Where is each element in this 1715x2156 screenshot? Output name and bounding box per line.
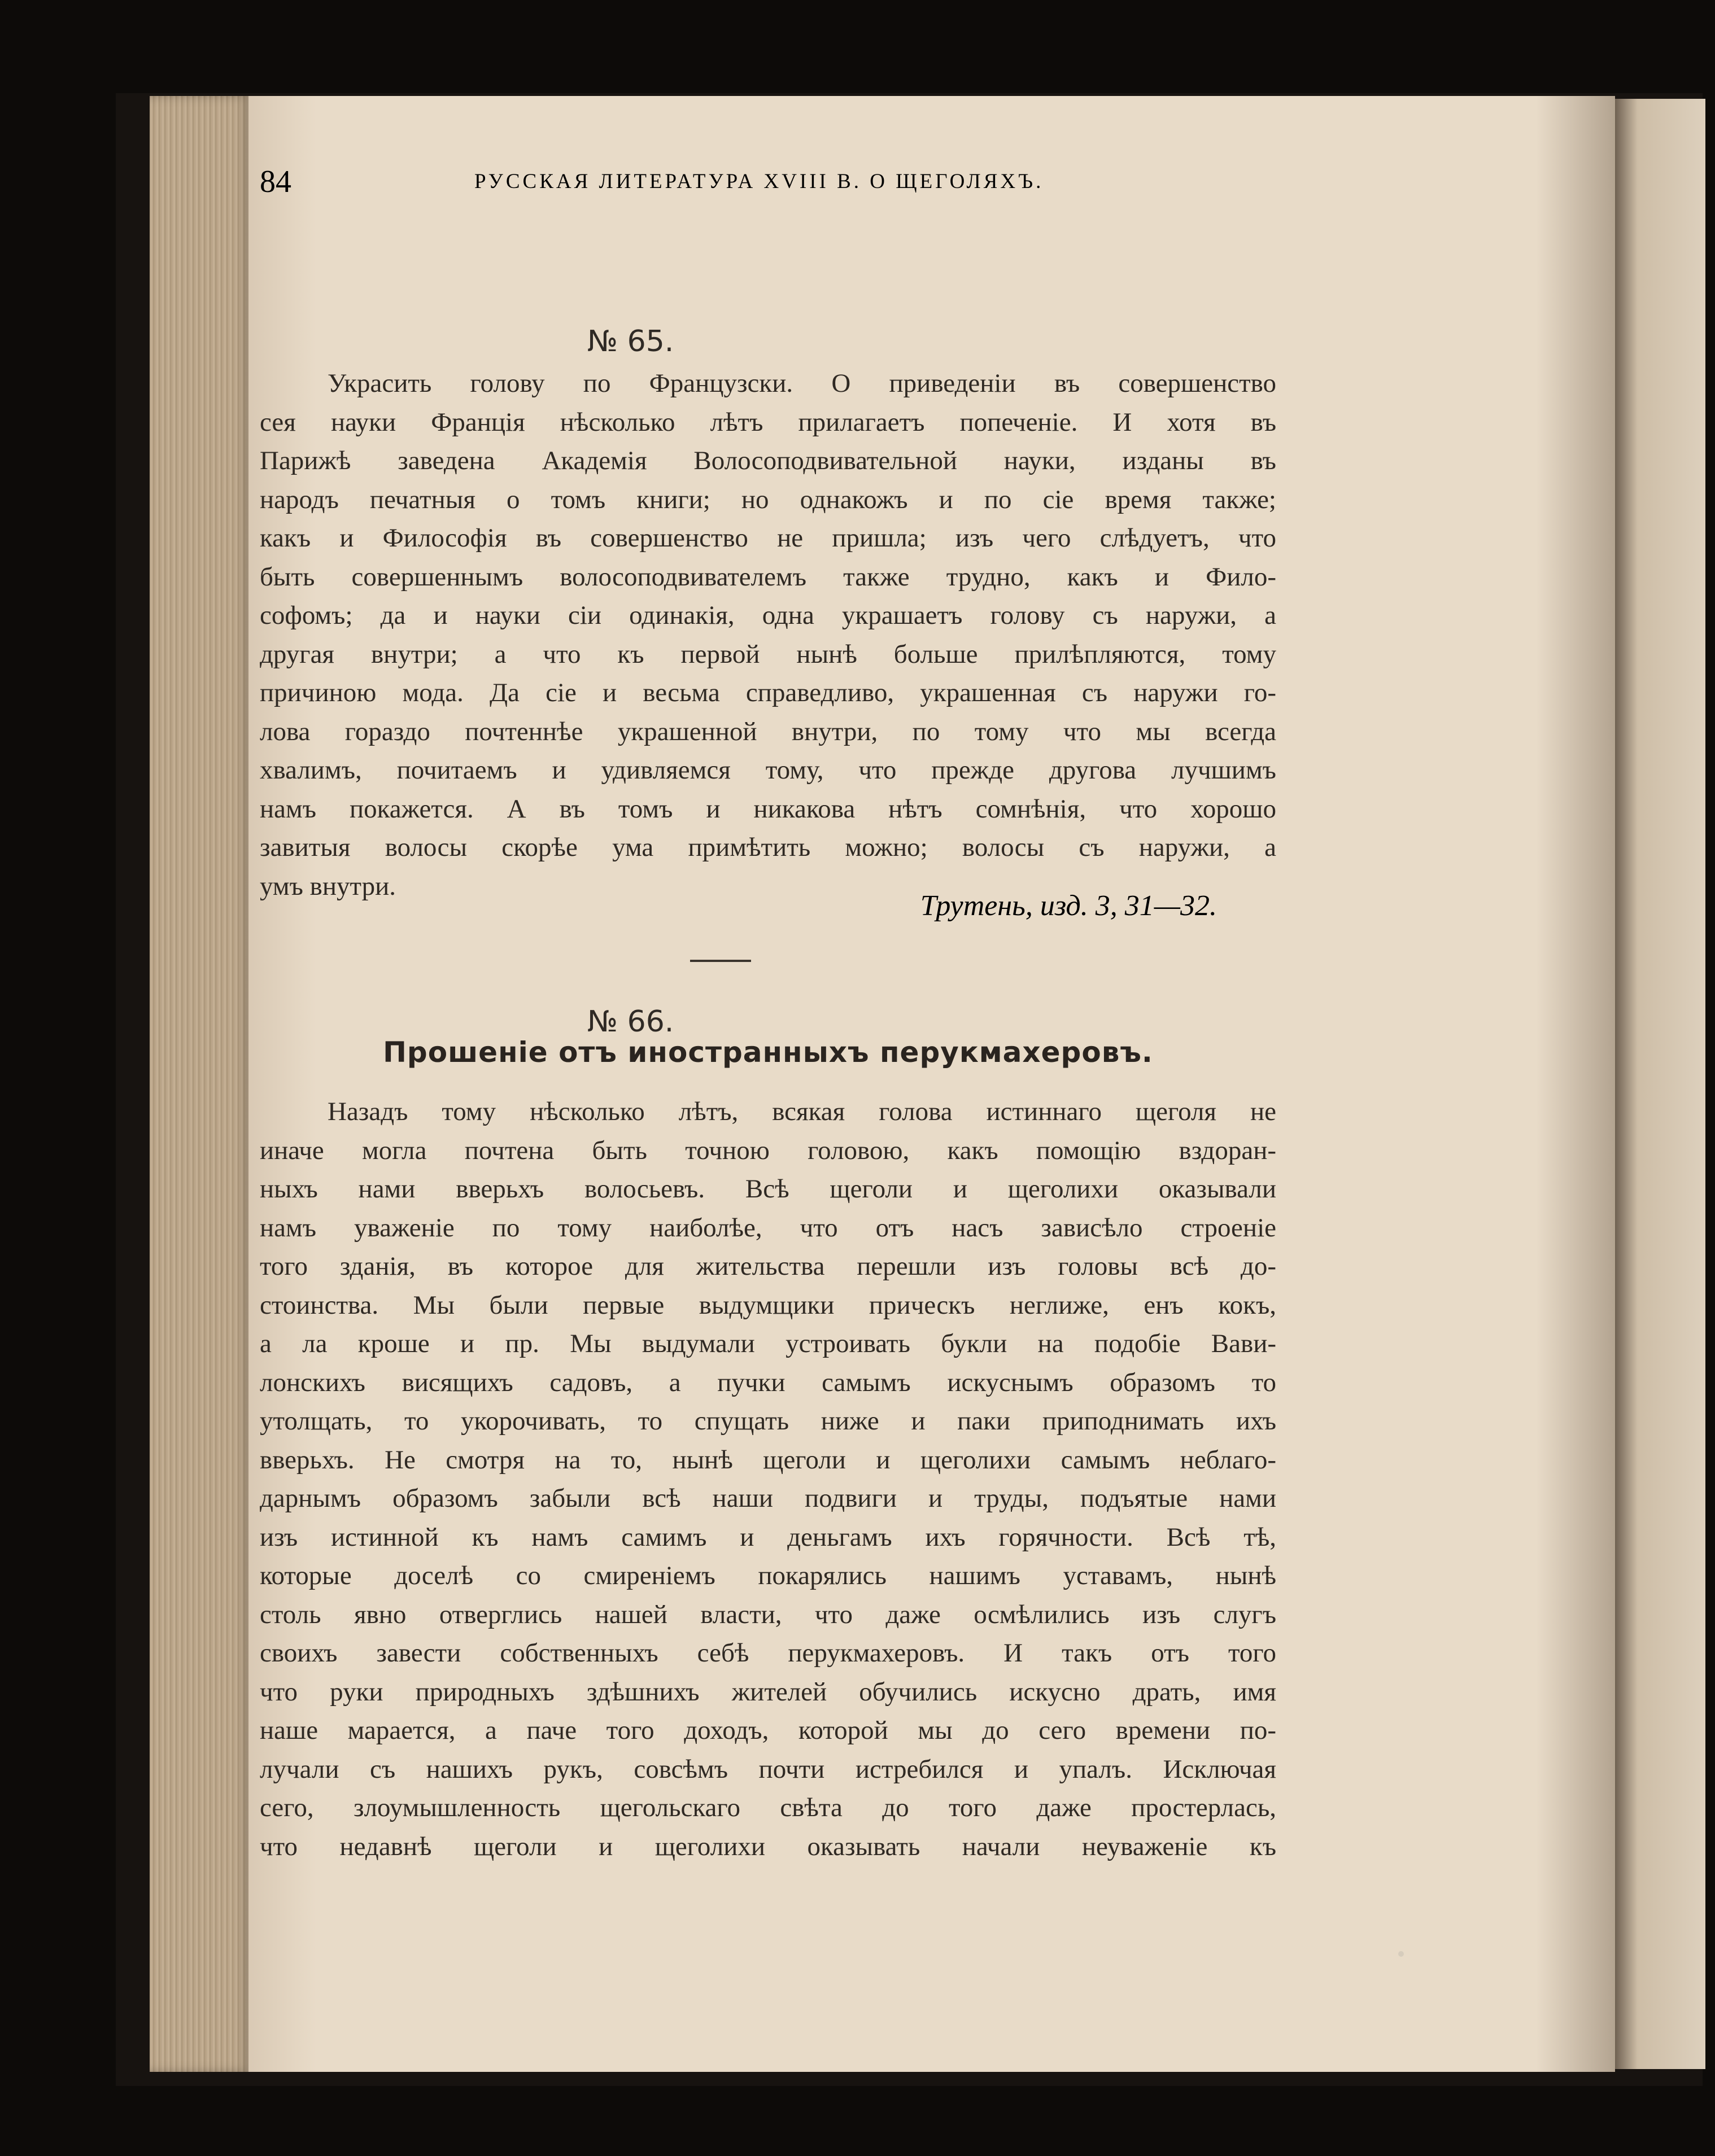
text-line: другая внутри; а что къ первой нынѣ больше прилѣпляются, тому <box>260 639 1276 669</box>
running-head <box>260 164 1276 198</box>
text-line: столь явно отверглись нашей власти, что даже осмѣлились изъ слугъ <box>260 1599 1276 1629</box>
text-line: намъ уваженіе по тому наиболѣе, что отъ насъ зависѣло строеніе <box>260 1213 1276 1243</box>
text-line: намъ покажется. А въ томъ и никакова нѣтъ сомнѣнія, что хорошо <box>260 794 1276 824</box>
text-line: лова гораздо почтеннѣе украшенной внутри, по тому что мы всегда <box>260 716 1276 746</box>
text-line: вверьхъ. Не смотря на то, нынѣ щеголи и щеголихи самымъ неблаго- <box>260 1445 1276 1475</box>
text-line: завитыя волосы скорѣе ума примѣтить можно; волосы съ наружи, а <box>260 833 1276 862</box>
text-line: иначе могла почтена быть точною головою, какъ помощію вздоран- <box>260 1135 1276 1165</box>
text-line: ныхъ нами вверьхъ волосьевъ. Всѣ щеголи и щеголихи оказывали <box>260 1174 1276 1204</box>
text-line: стоинства. Мы были первые выдумщики прическъ неглиже, енъ кокъ, <box>260 1290 1276 1320</box>
text-line: Парижѣ заведена Академія Волосоподвивательной науки, изданы въ <box>260 446 1276 475</box>
entry-66-text <box>260 1092 1276 1866</box>
entry-65-text <box>260 364 1276 906</box>
text-line: дарнымъ образомъ забыли всѣ наши подвиги и труды, подъятые нами <box>260 1484 1276 1513</box>
text-line: изъ истинной къ намъ самимъ и деньгамъ ихъ горячности. Всѣ тѣ, <box>260 1522 1276 1552</box>
text-line: умъ внутри. <box>260 871 396 901</box>
page-edges <box>150 96 251 2072</box>
text-line: что руки природныхъ здѣшнихъ жителей обучились искусно драть, имя <box>260 1677 1276 1707</box>
text-line: утолщать, то укорочивать, то спущать ниже и паки приподнимать ихъ <box>260 1406 1276 1436</box>
text-line: быть совершеннымъ волосоподвивателемъ также трудно, какъ и Фило- <box>260 562 1276 592</box>
section-divider <box>690 960 751 962</box>
text-line: Назадъ тому нѣсколько лѣтъ, всякая голова истиннаго щеголя не <box>328 1097 1276 1126</box>
text-line: а ла кроше и пр. Мы выдумали устроивать букли на подобіе Вави- <box>260 1329 1276 1358</box>
text-line: лучали съ нашихъ рукъ, совсѣмъ почти истребился и упалъ. Исключая <box>260 1754 1276 1784</box>
facing-page-edge <box>1615 99 1705 2069</box>
text-line: причиною мода. Да сіе и весьма справедливо, украшенная съ наружи го- <box>260 678 1276 707</box>
page-number: 84 <box>260 164 291 199</box>
text-line: какъ и Философія въ совершенство не пришла; изъ чего слѣдуетъ, что <box>260 523 1276 553</box>
text-line: софомъ; да и науки сіи одинакія, одна украшаетъ голову съ наружи, а <box>260 601 1276 630</box>
text-line: что недавнѣ щеголи и щеголихи оказывать начали неуваженіе къ <box>260 1831 1276 1861</box>
text-line: сего, злоумышленность щегольскаго свѣта до того даже простерлась, <box>260 1793 1276 1822</box>
running-head-title: РУССКАЯ ЛИТЕРАТУРА XVIII В. О ЩЕГОЛЯХЪ. <box>474 170 1044 193</box>
text-line: сея науки Франція нѣсколько лѣтъ прилагаетъ попеченіе. И хотя въ <box>260 407 1276 437</box>
text-line: своихъ завести собственныхъ себѣ перукмахеровъ. И такъ отъ того <box>260 1638 1276 1668</box>
paper-speck <box>1398 1951 1404 1957</box>
entry-66-number: № 66. <box>587 1005 674 1039</box>
text-line: того зданія, въ которое для жительства перешли изъ головы всѣ до- <box>260 1252 1276 1281</box>
entry-66-heading: Прошеніе отъ иностранныхъ перукмахеровъ. <box>383 1036 1153 1069</box>
text-line: лонскихъ висящихъ садовъ, а пучки самымъ искуснымъ образомъ то <box>260 1367 1276 1397</box>
text-line: которые доселѣ со смиреніемъ покарялись нашимъ уставамъ, нынѣ <box>260 1561 1276 1590</box>
entry-65-source: Трутень, изд. 3, 31—32. <box>920 890 1217 922</box>
text-line: наше марается, а паче того доходъ, которой мы до сего времени по- <box>260 1716 1276 1745</box>
text-line: хвалимъ, почитаемъ и удивляемся тому, что прежде другова лучшимъ <box>260 755 1276 785</box>
text-line: Украсить голову по Французски. О приведеніи въ совершенство <box>328 369 1276 398</box>
entry-65-number: № 65. <box>587 325 674 358</box>
text-line: народъ печатныя о томъ книги; но однакожъ и по сіе время также; <box>260 484 1276 514</box>
